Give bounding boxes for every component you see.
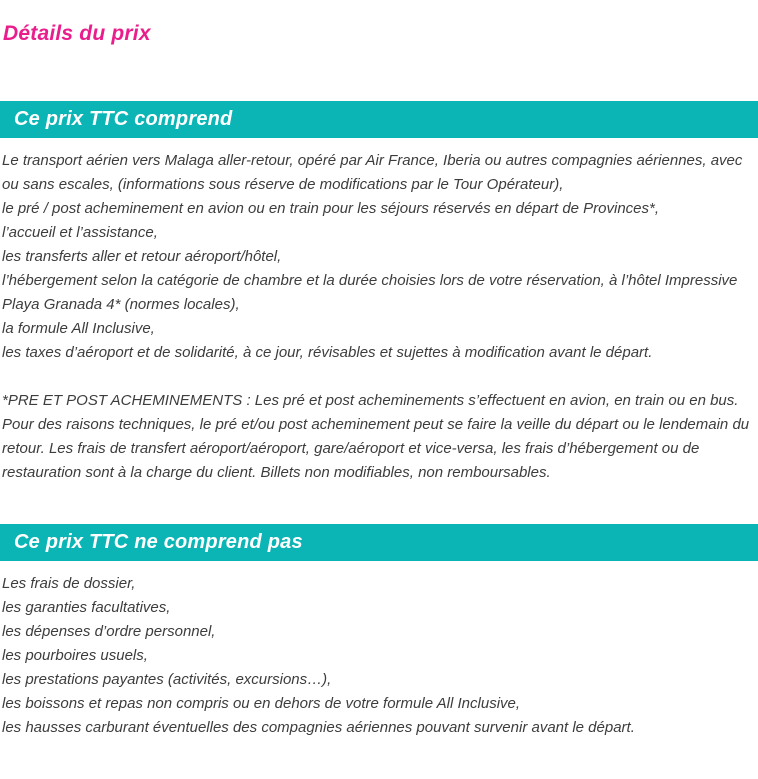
section-heading-excludes-label: Ce prix TTC ne comprend pas <box>14 531 303 553</box>
excludes-list-item: Les frais de dossier, <box>2 575 136 592</box>
includes-list-item: la formule All Inclusive, <box>2 320 155 337</box>
section-heading-includes <box>0 101 758 138</box>
includes-list-item: le pré / post acheminement en avion ou en train pour les séjours réservés en départ de Provinces*, <box>2 200 660 217</box>
excludes-list-item: les pourboires usuels, <box>2 647 148 664</box>
includes-list <box>0 138 758 365</box>
section-heading-includes-label: Ce prix TTC comprend <box>14 108 233 130</box>
excludes-list-item: les hausses carburant éventuelles des compagnies aériennes pouvant survenir avant le départ. <box>2 719 635 736</box>
excludes-list-item: les prestations payantes (activités, excursions…), <box>2 671 332 688</box>
excludes-list <box>0 561 758 740</box>
includes-list-item: les taxes d’aéroport et de solidarité, à ce jour, révisables et sujettes à modification avant le départ. <box>2 344 653 361</box>
excludes-list-item: les dépenses d’ordre personnel, <box>2 623 216 640</box>
includes-list-item: les transferts aller et retour aéroport/hôtel, <box>2 248 282 265</box>
excludes-list-item: les garanties facultatives, <box>2 599 171 616</box>
includes-list-item: l’accueil et l’assistance, <box>2 224 158 241</box>
section-excludes <box>0 524 758 740</box>
section-heading-excludes <box>0 524 758 561</box>
includes-list-item: Le transport aérien vers Malaga aller-retour, opéré par Air France, Iberia ou autres compagnies aériennes, avec ou sans escales, (informations sous réserve de modifications par le Tour Opérateur), <box>2 152 743 193</box>
section-includes <box>0 101 758 485</box>
bottom-spacer <box>0 740 758 760</box>
excludes-list-item: les boissons et repas non compris ou en dehors de votre formule All Inclusive, <box>2 695 521 712</box>
pre-post-note: *PRE ET POST ACHEMINEMENTS : Les pré et post acheminements s’effectuent en avion, en train ou en bus. Pour des raisons techniques, le pré et/ou post acheminement peut se faire la veille du départ ou le lendemain du retour. Les frais de transfert aéroport/aéroport, gare/aéroport et vice-versa, les frais d’hébergement ou de restauration sont à la charge du client. Billets non modifiables, non remboursables. <box>2 392 750 481</box>
includes-list-item: l’hébergement selon la catégorie de chambre et la durée choisies lors de votre réservation, à l’hôtel Impressive Playa Granada 4* (normes locales), <box>2 272 738 313</box>
page-title: Détails du prix <box>3 22 151 45</box>
